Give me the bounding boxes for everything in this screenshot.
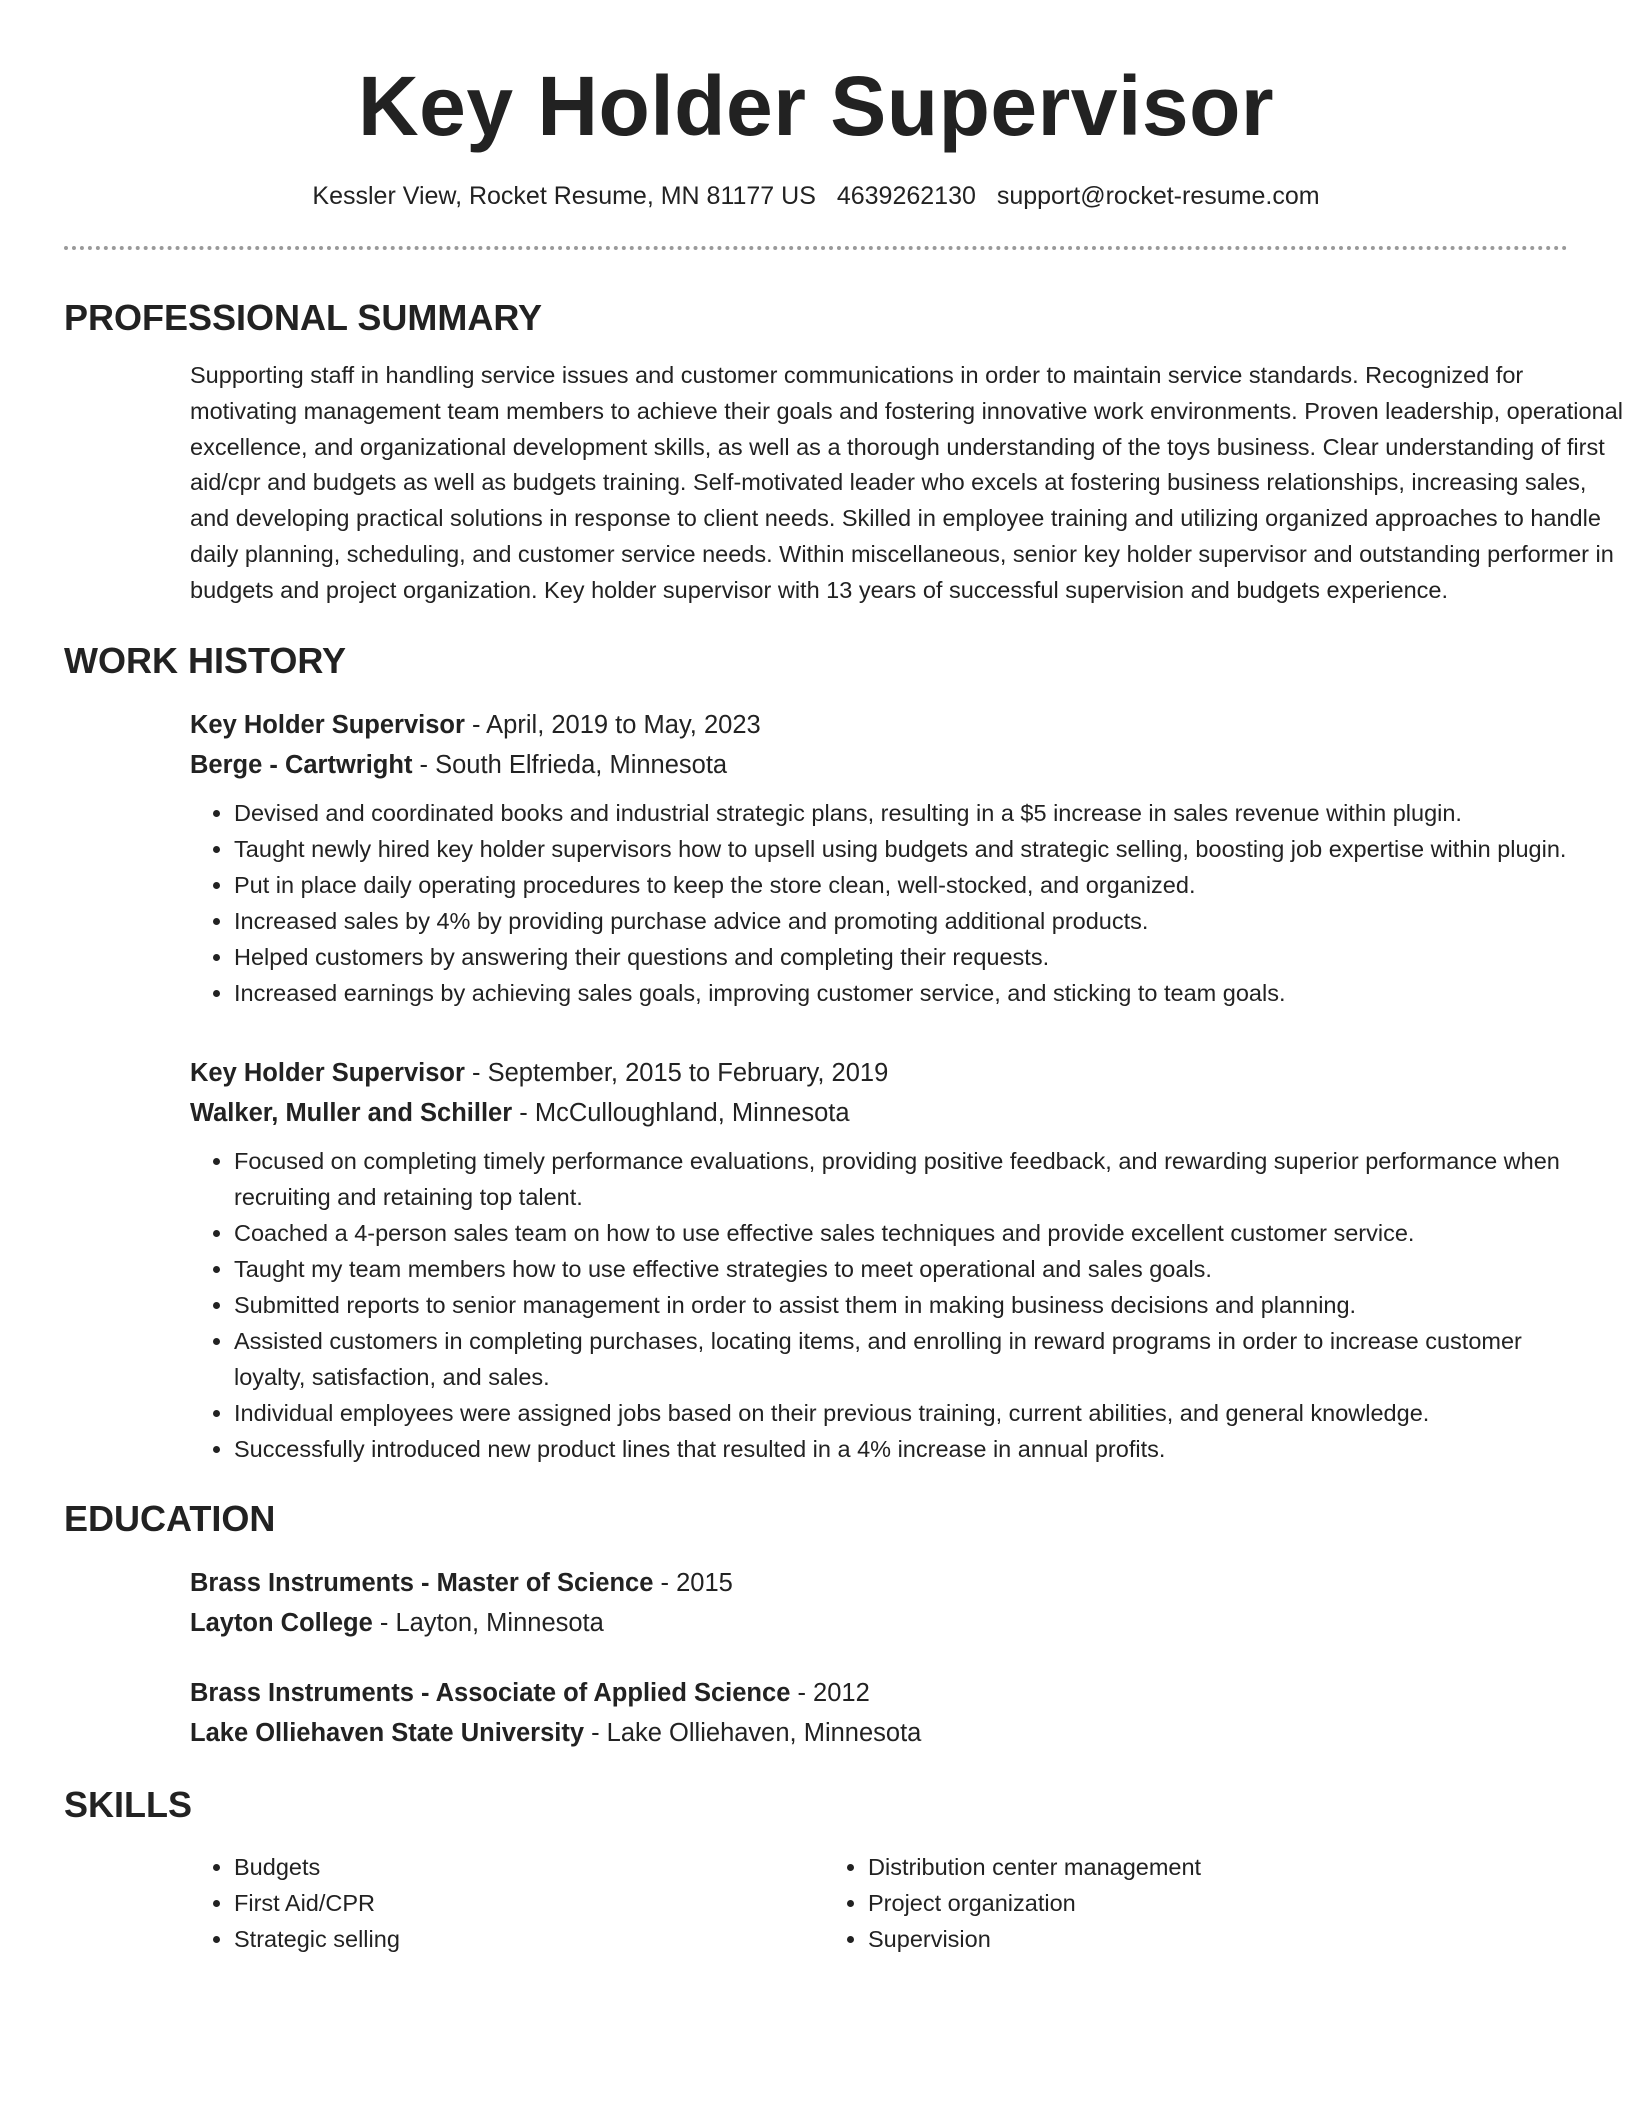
job-bullet: • Put in place daily operating procedures to keep the store clean, well-stocked, and organized. xyxy=(234,867,1568,903)
header-divider xyxy=(64,246,1568,250)
job-role: Key Holder Supervisor xyxy=(190,710,465,739)
job-bullet: • Increased sales by 4% by providing purchase advice and promoting additional products. xyxy=(234,903,1568,939)
job-company: Walker, Muller and Schiller xyxy=(190,1098,513,1127)
job-entry xyxy=(190,1053,1568,1467)
skill-item: • First Aid/CPR xyxy=(234,1885,820,1921)
job-bullet: • Taught newly hired key holder supervisors how to upsell using budgets and strategic selling, boosting job expertise within plugin. xyxy=(234,831,1568,867)
contact-address: Kessler View, Rocket Resume, MN 81177 US xyxy=(312,182,816,210)
skill-item: • Supervision xyxy=(868,1921,1450,1957)
job-company-line xyxy=(190,745,1568,785)
job-title-line xyxy=(190,1053,1568,1093)
skill-item: • Strategic selling xyxy=(234,1921,820,1957)
skills-column-left xyxy=(190,1849,820,1957)
job-location: - McCulloughland, Minnesota xyxy=(512,1098,850,1127)
job-bullet: • Coached a 4-person sales team on how to use effective sales techniques and provide excellent customer service. xyxy=(234,1215,1568,1251)
job-bullets xyxy=(190,795,1568,1011)
education-school-line xyxy=(190,1713,1568,1753)
job-entry xyxy=(190,705,1568,1011)
job-bullets xyxy=(190,1143,1568,1467)
section-title-summary: PROFESSIONAL SUMMARY xyxy=(64,297,543,338)
education-degree-line xyxy=(190,1563,1568,1603)
section-title-skills: SKILLS xyxy=(64,1783,193,1825)
education-degree: Brass Instruments - Associate of Applied Science xyxy=(190,1678,791,1707)
job-bullet: • Assisted customers in completing purchases, locating items, and enrolling in reward programs in order to increase customer loyalty, satisfaction, and sales. xyxy=(234,1323,1568,1395)
job-role: Key Holder Supervisor xyxy=(190,1058,465,1087)
skill-item: • Distribution center management xyxy=(868,1849,1450,1885)
job-title-line xyxy=(190,705,1568,745)
skills-list xyxy=(190,1849,1568,1957)
education-location: - Lake Olliehaven, Minnesota xyxy=(584,1718,922,1747)
job-bullet: • Successfully introduced new product lines that resulted in a 4% increase in annual profits. xyxy=(234,1431,1568,1467)
job-bullet: • Devised and coordinated books and industrial strategic plans, resulting in a $5 increase in sales revenue within plugin. xyxy=(234,795,1568,831)
education-location: - Layton, Minnesota xyxy=(372,1608,604,1637)
job-bullet: • Submitted reports to senior management in order to assist them in making business decisions and planning. xyxy=(234,1287,1568,1323)
contact-email: support@rocket-resume.com xyxy=(996,182,1320,210)
education-school: Lake Olliehaven State University xyxy=(190,1718,585,1747)
job-bullet: • Individual employees were assigned jobs based on their previous training, current abilities, and general knowledge. xyxy=(234,1395,1568,1431)
education-year: - 2015 xyxy=(653,1568,733,1597)
education-school-line xyxy=(190,1603,1568,1643)
contact-line xyxy=(64,180,1568,212)
job-dates: - April, 2019 to May, 2023 xyxy=(464,710,761,739)
skill-item: • Budgets xyxy=(234,1849,820,1885)
summary-text: Supporting staff in handling service issues and customer communications in order to maintain service standards. Recognized for motivating management team members to achieve their goals and fostering innovative work environments. Proven leadership, operational excellence, and organizational development skills, as well as a thorough understanding of the toys business. Clear understanding of first aid/cpr and budgets as well as budgets training. Self-motivated leader who excels at fostering business relationships, increasing sales, and developing practical solutions in response to client needs. Skilled in employee training and utilizing organized approaches to handle daily planning, scheduling, and customer service needs. Within miscellaneous, senior key holder supervisor and outstanding performer in budgets and project organization. Key holder supervisor with 13 years of successful supervision and budgets experience. xyxy=(190,362,1623,603)
education-degree: Brass Instruments - Master of Science xyxy=(190,1568,654,1597)
job-bullet: • Taught my team members how to use effective strategies to meet operational and sales goals. xyxy=(234,1251,1568,1287)
job-dates: - September, 2015 to February, 2019 xyxy=(464,1058,889,1087)
job-location: - South Elfrieda, Minnesota xyxy=(412,750,728,779)
skill-item: • Project organization xyxy=(868,1885,1450,1921)
contact-phone: 4639262130 xyxy=(836,182,976,210)
skills-column-right xyxy=(820,1849,1450,1957)
education-school: Layton College xyxy=(190,1608,373,1637)
job-bullet: • Increased earnings by achieving sales goals, improving customer service, and sticking to team goals. xyxy=(234,975,1568,1011)
job-bullet: • Helped customers by answering their questions and completing their requests. xyxy=(234,939,1568,975)
education-year: - 2012 xyxy=(790,1678,870,1707)
education-entry xyxy=(190,1673,1568,1753)
job-bullet: • Focused on completing timely performance evaluations, providing positive feedback, and rewarding superior performance when recruiting and retaining top talent. xyxy=(234,1143,1568,1215)
section-title-work-history: WORK HISTORY xyxy=(64,639,347,681)
resume-name: Key Holder Supervisor xyxy=(357,59,1275,153)
education-degree-line xyxy=(190,1673,1568,1713)
education-entry xyxy=(190,1563,1568,1643)
job-company-line xyxy=(190,1093,1568,1133)
section-title-education: EDUCATION xyxy=(64,1497,276,1539)
job-company: Berge - Cartwright xyxy=(190,750,413,779)
